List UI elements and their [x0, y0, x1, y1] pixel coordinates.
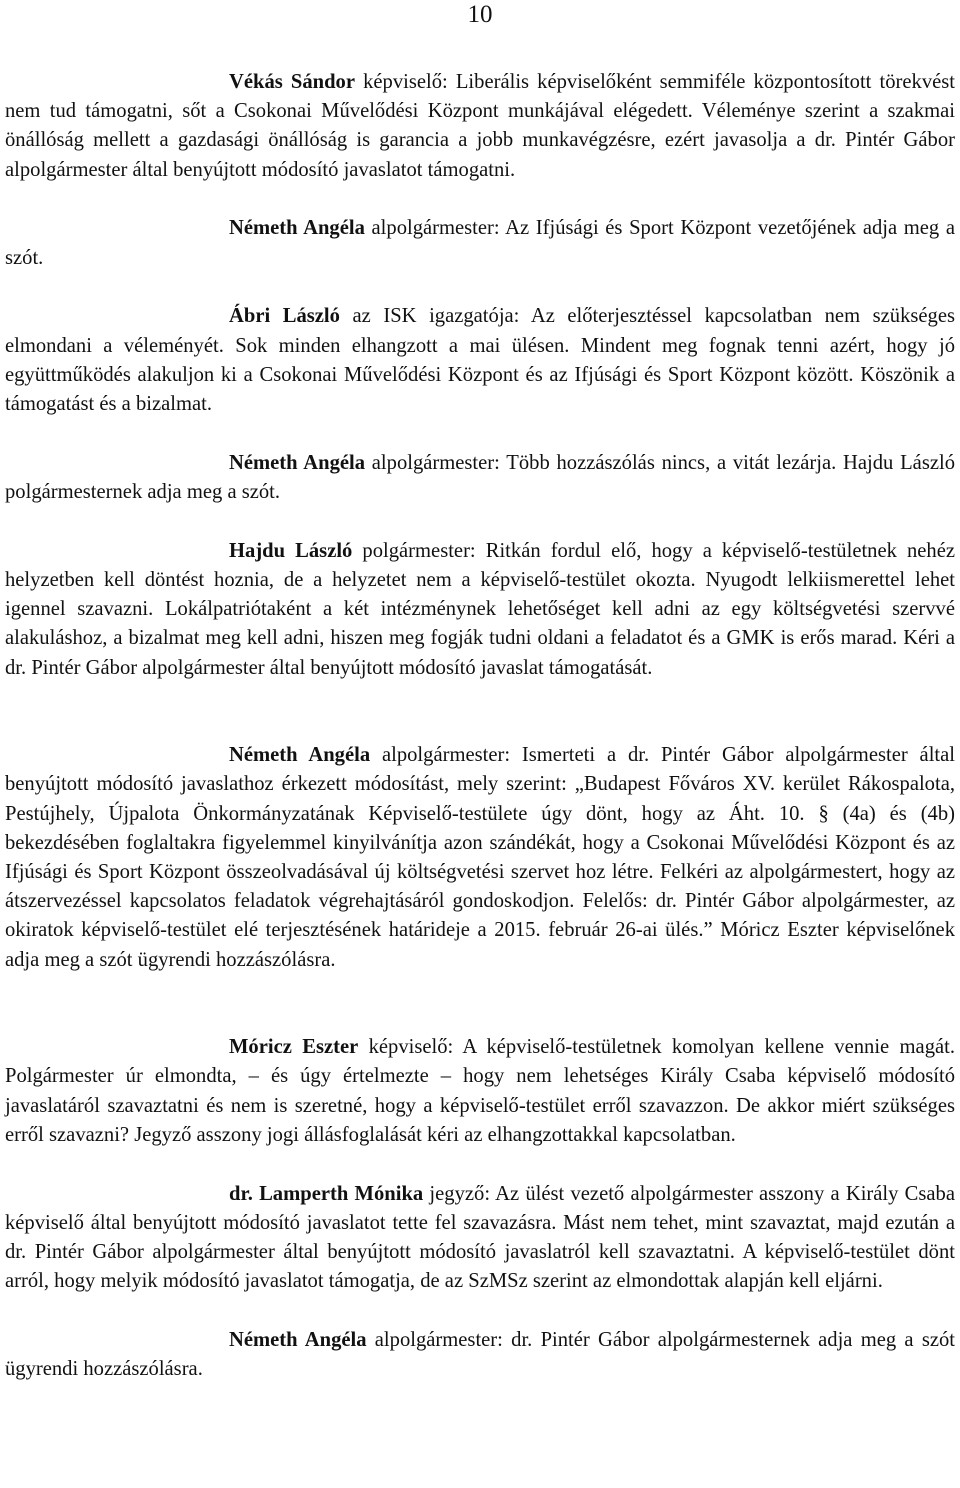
paragraph-text: alpolgármester: Ismerteti a dr. Pintér Gábor alpolgármester által benyújtott módosító javaslathoz érkezett módosítást, mely szerint: „Budapest Főváros XV. kerület Rákospalota, Pestújhely, Újpalota Önkormányzatának Képviselő-testülete úgy dönt, hogy az Áht. 10. § (4a) és (4b) bekezdésében foglaltakra figyelemmel kinyilvánítja azon szándékát, hogy a Csokonai Művelődési Központ és az Ifjúsági és Sport Központ összeolvadásával új költségvetési szervet hoz létre. Felkéri az alpolgármestert, hogy az átszervezéssel kapcsolatos feladatok végrehajtásáról gondoskodjon. Felelős: dr. Pintér Gábor alpolgármester, az okiratok képviselő-testület elé terjesztésének határideje a 2015. február 26-ai ülés.” Móricz Eszter képviselőnek adja meg a szót ügyrendi hozzászólásra. [5, 744, 955, 971]
page-number: 10 [467, 1, 493, 28]
paragraph-text: alpolgármester: Az Ifjúsági és Sport Központ vezetőjének adja meg a szót. [5, 217, 955, 269]
paragraph-lamperth [5, 1180, 955, 1297]
paragraph-hajdu [5, 537, 955, 683]
paragraph-nemeth-2 [5, 449, 955, 507]
paragraph-text: alpolgármester: dr. Pintér Gábor alpolgármesternek adja meg a szót ügyrendi hozzászólásra. [5, 1329, 955, 1381]
paragraph-text: jegyző: Az ülést vezető alpolgármester asszony a Király Csaba képviselő által benyújtott módosító javaslatot tette fel szavazásra. Mást nem tehet, mint szavaztat, majd ezután a dr. Pintér Gábor alpolgármester által benyújtott módosító javaslatról kell szavaztatni. A képviselő-testület dönt arról, hogy melyik módosító javaslatot támogatja, de az SzMSz szerint az elmondottak alapján kell eljárni. [5, 1182, 955, 1293]
speaker-name: dr. Lamperth Mónika [229, 1182, 424, 1205]
speaker-name: Németh Angéla [229, 451, 366, 474]
speaker-name: Móricz Eszter [229, 1036, 359, 1059]
paragraph-vekas [5, 68, 955, 185]
speaker-name: Németh Angéla [229, 744, 371, 767]
paragraph-text: alpolgármester: Több hozzászólás nincs, a vitát lezárja. Hajdu László polgármesternek adja meg a szót. [5, 451, 955, 504]
speaker-name: Németh Angéla [229, 217, 365, 240]
paragraph-abri [5, 302, 955, 419]
document-body [5, 68, 955, 1384]
paragraph-text: képviselő: Liberális képviselőként semmiféle központosított törekvést nem tud támogatni, sőt a Csokonai Művelődési Központ munkájával elégedett. Véleménye szerint a szakmai önállóság mellett a gazdasági önállóság is garancia a jobb munkavégzésre, ezért javasolja a dr. Pintér Gábor alpolgármester által benyújtott módosító javaslatot támogatni. [5, 71, 955, 181]
speaker-name: Ábri László [229, 305, 340, 328]
paragraph-text: az ISK igazgatója: Az előterjesztéssel kapcsolatban nem szükséges elmondani a véleményét. Sok minden elhangzott a mai ülésen. Mindent meg fognak tenni azért, hogy jó együttműködés alakuljon ki a Csokonai Művelődési Központ és az Ifjúsági és Sport Központ között. Köszönik a támogatást és a bizalmat. [5, 305, 955, 416]
paragraph-moricz [5, 1033, 955, 1150]
paragraph-nemeth-1 [5, 214, 955, 272]
paragraph-text: képviselő: A képviselő-testületnek komolyan kellene vennie magát. Polgármester úr elmondta, – és úgy értelmezte – hogy nem lehetséges Király Csaba képviselő módosító javaslatáról szavaztatni és nem is szeretné, hogy a képviselő-testület erről szavazzon. De akkor miért szükséges erről szavazni? Jegyző asszony jogi állásfoglalását kéri az elhangzottakkal kapcsolatban. [5, 1036, 956, 1146]
paragraph-text: polgármester: Ritkán fordul elő, hogy a képviselő-testületnek nehéz helyzetben kell döntést hoznia, de a helyzetet nem a képviselő-testület okozta. Nyugodt lelkiismerettel lehet igennel szavazni. Lokálpatriótaként a két intézménynek lehetőséget kell adni az egy költségvetési szervvé alakuláshoz, a bizalmat meg kell adni, hiszen meg fogják tudni oldani a feladatot és a GMK is erős marad. Kéri a dr. Pintér Gábor alpolgármester által benyújtott módosító javaslat támogatását. [5, 539, 955, 679]
paragraph-nemeth-4 [5, 1326, 955, 1384]
speaker-name: Hajdu László [229, 539, 353, 562]
speaker-name: Németh Angéla [229, 1329, 367, 1352]
paragraph-nemeth-3 [5, 741, 955, 975]
speaker-name: Vékás Sándor [229, 71, 355, 93]
